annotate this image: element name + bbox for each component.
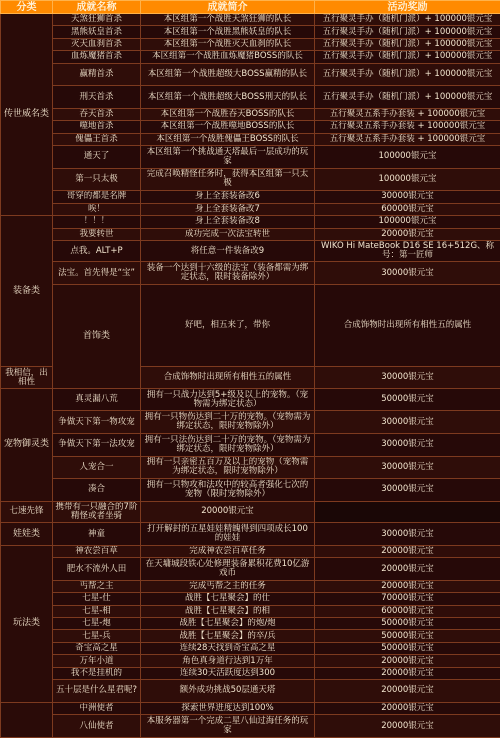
achievement-name-cell: 刑天首杀 [53, 86, 141, 109]
achievement-name-cell: 法宝。首先得是“宝” [53, 262, 141, 285]
table-row [1, 667, 500, 679]
achievement-name-cell: 点我。ALT+P [53, 240, 141, 261]
achievement-name-cell: ！！！ [53, 216, 141, 228]
achievement-name-cell: 唉！ [53, 203, 141, 215]
table-row [1, 545, 500, 557]
achievement-name-cell: 肥水不流外人田 [53, 558, 141, 581]
achievement-name-cell: 第一只太极 [53, 168, 141, 191]
reward-cell: 100000银元宝 [315, 146, 500, 169]
table-row [1, 630, 500, 642]
category-cell: 玩法类 [1, 545, 53, 702]
achievement-description-cell: 装备一个达到十六级的法宝（装备都需为绑定状态，限时装备除外） [141, 262, 315, 285]
achievement-description-cell: 拥有一只物伤达到二十万的宠物。（宠物需为绑定状态，限时宠物除外） [141, 411, 315, 434]
achievement-name-cell: 哥穿的都是名牌 [53, 191, 141, 203]
achievement-name-cell: 七速先锋 [1, 501, 53, 522]
reward-cell: 20000银元宝 [315, 680, 500, 703]
reward-cell: 50000银元宝 [315, 618, 500, 630]
table-row [1, 702, 500, 714]
reward-cell: 20000银元宝 [315, 667, 500, 679]
achievement-name-cell: 通天了 [53, 146, 141, 169]
reward-cell: 20000银元宝 [315, 545, 500, 557]
table-row [1, 501, 500, 522]
achievement-name-cell: 黑熊妖皇首杀 [53, 26, 141, 38]
table-row [1, 388, 500, 411]
achievement-description-cell: 在天墉城段铁心处修理装备累积花费10亿游戏币 [141, 558, 315, 581]
achievement-description-cell: 拥有一只战力达到5+级及以上的宠物。（宠物需为绑定状态） [141, 388, 315, 411]
header-category: 分类 [1, 1, 53, 14]
achievement-description-cell: 额外成功挑战50层通天塔 [141, 680, 315, 703]
table-row [1, 715, 500, 738]
achievement-description-cell: 合成饰物时出现所有相性五的属性 [141, 367, 315, 388]
table-row [1, 108, 500, 120]
achievement-description-cell: 本服务器第一个完成二星八仙过海任务的玩家 [141, 715, 315, 738]
reward-cell: 五行聚灵五系手办套装 + 100000银元宝 [315, 121, 500, 133]
achievement-name-cell: 我不是挂机的 [53, 667, 141, 679]
table-row [1, 240, 500, 261]
table-row [1, 523, 500, 546]
achievement-name-cell: 天煞狂狮首杀 [53, 14, 141, 26]
table-row [1, 456, 500, 479]
table-row [1, 558, 500, 581]
reward-cell: 五行聚灵手办（随机门派）+ 100000银元宝 [315, 86, 500, 109]
table-row [1, 593, 500, 605]
reward-cell: 20000银元宝 [315, 228, 500, 240]
achievement-description-cell: 身上全套装备改8 [141, 216, 315, 228]
achievement-name-cell: 赢精首杀 [53, 63, 141, 86]
reward-cell: 五行聚灵五系手办套装 + 100000银元宝 [315, 108, 500, 120]
reward-cell: 20000银元宝 [141, 501, 315, 522]
category-cell: 首饰类 [53, 284, 141, 388]
table-row [1, 411, 500, 434]
achievement-description-cell: 完成丐帮之主的任务 [141, 580, 315, 592]
achievement-name-cell: 好吧，相五来了，带你 [141, 284, 315, 366]
achievement-name-cell: 八仙使者 [53, 715, 141, 738]
achievement-description-cell: 拥有一只亲密五百万及以上的宠物（宠物需为绑定状态，限时宠物除外） [141, 456, 315, 479]
achievement-description-cell: 连续30天活跃度达到300 [141, 667, 315, 679]
achievement-description-cell: 角色真身道行达到1万年 [141, 655, 315, 667]
header-event-reward: 活动奖励 [315, 1, 500, 14]
achievement-description-cell: 本区组第一个战胜超级大BOSS赢精的队长 [141, 63, 315, 86]
reward-cell: 30000银元宝 [315, 262, 500, 285]
reward-cell: 五行聚灵手办（随机门派）+ 100000银元宝 [315, 63, 500, 86]
reward-cell: 50000银元宝 [315, 388, 500, 411]
achievement-name-cell: 吞天首杀 [53, 108, 141, 120]
achievement-description-cell: 连续28天找到奇宝高之星 [141, 642, 315, 654]
achievement-description-cell: 合成饰物时出现所有相性五的属性 [315, 284, 500, 366]
reward-cell: 60000银元宝 [315, 605, 500, 617]
category-cell: 宠物御灵类 [1, 388, 53, 501]
table-row [1, 38, 500, 50]
achievement-description-cell: 本区组第一个战胜血炼魔猪BOSS的队长 [141, 51, 315, 63]
table-row [1, 284, 500, 366]
table-row [1, 51, 500, 63]
table-row [1, 26, 500, 38]
header-achievement-description: 成就简介 [141, 1, 315, 14]
table-row [1, 121, 500, 133]
achievement-description-cell: 本区组第一个挑战通天塔最后一层成功的玩家 [141, 146, 315, 169]
category-cell [1, 702, 53, 737]
achievement-name-cell: 人宠合一 [53, 456, 141, 479]
achievement-description-cell: 战胜【七星聚会】的仕 [141, 593, 315, 605]
reward-cell: 20000银元宝 [315, 702, 500, 714]
table-row [1, 618, 500, 630]
table-row [1, 86, 500, 109]
reward-cell: 五行聚灵手办（随机门派）+ 100000银元宝 [315, 38, 500, 50]
achievement-name-cell: 争做天下第一物攻宠 [53, 411, 141, 434]
table-row [1, 146, 500, 169]
header-achievement-name: 成就名称 [53, 1, 141, 14]
table-row [1, 133, 500, 145]
reward-cell: 五行聚灵五系手办套装 + 100000银元宝 [315, 133, 500, 145]
achievement-description-cell: 探索世界进度达到100% [141, 702, 315, 714]
achievement-description-cell: 拥有一只法伤达到二十万的宠物。（宠物需为绑定状态，限时宠物除外） [141, 434, 315, 457]
table-header-row [1, 1, 500, 14]
achievement-name-cell: 七星-炮 [53, 618, 141, 630]
reward-cell: 30000银元宝 [315, 479, 500, 502]
reward-cell: 20000银元宝 [315, 655, 500, 667]
reward-cell: 50000银元宝 [315, 630, 500, 642]
achievement-description-cell: 打开解封的五星娃娃精魄得到四项成长100的娃娃 [141, 523, 315, 546]
reward-cell: WIKO Hi MateBook D16 SE 16+512G、称号：第一匠师 [315, 240, 500, 261]
achievement-description-cell: 成功完成一次法宝转世 [141, 228, 315, 240]
table-row [1, 605, 500, 617]
reward-cell: 五行聚灵手办（随机门派）+ 100000银元宝 [315, 14, 500, 26]
reward-cell: 100000银元宝 [315, 168, 500, 191]
reward-cell: 20000银元宝 [315, 580, 500, 592]
reward-cell: 30000银元宝 [315, 191, 500, 203]
achievement-name-cell: 凑合 [53, 479, 141, 502]
achievement-name-cell: 神童 [53, 523, 141, 546]
achievement-description-cell: 携带有一只融合的7阶精怪或者坐骑 [53, 501, 141, 522]
achievement-description-cell: 本区组第一个战胜噬地BOSS的队长 [141, 121, 315, 133]
achievement-description-cell: 拥有一只物攻和法攻中的较高者强化七次的宠物（限时宠物除外） [141, 479, 315, 502]
reward-cell: 30000银元宝 [315, 456, 500, 479]
achievement-name-cell: 七星-仕 [53, 593, 141, 605]
achievement-description-cell: 本区组第一个战胜傀儡王BOSS的队长 [141, 133, 315, 145]
achievement-description-cell: 身上全套装备改7 [141, 203, 315, 215]
achievement-name-cell: 五十层是什么星君呢? [53, 680, 141, 703]
table-row [1, 262, 500, 285]
achievement-name-cell: 我要转世 [53, 228, 141, 240]
achievement-description-cell: 完成召唤精怪任务时，获得本区组第一只太极 [141, 168, 315, 191]
reward-cell: 30000银元宝 [315, 523, 500, 546]
achievement-description-cell: 本区组第一个战胜吞天BOSS的队长 [141, 108, 315, 120]
reward-cell: 30000银元宝 [315, 367, 500, 388]
reward-cell: 20000银元宝 [315, 715, 500, 738]
category-cell: 装备类 [1, 216, 53, 367]
achievement-description-cell: 战胜【七星聚会】的炮/炮 [141, 618, 315, 630]
reward-cell: 五行聚灵手办（随机门派）+ 100000银元宝 [315, 26, 500, 38]
table-row [1, 580, 500, 592]
table-row [1, 14, 500, 26]
table-row [1, 228, 500, 240]
table-row [1, 479, 500, 502]
achievement-name-cell: 争做天下第一法攻宠 [53, 434, 141, 457]
achievement-description-cell: 完成神农尝百草任务 [141, 545, 315, 557]
achievement-description-cell: 本区组第一个战胜灭天血刹的队长 [141, 38, 315, 50]
achievement-name-cell: 七星-兵 [53, 630, 141, 642]
reward-cell: 100000银元宝 [315, 216, 500, 228]
table-row [1, 434, 500, 457]
achievement-name-cell: 我相信，出相性 [1, 367, 53, 388]
table-row [1, 168, 500, 191]
reward-cell: 50000银元宝 [315, 642, 500, 654]
achievement-description-cell: 战胜【七星聚会】的相 [141, 605, 315, 617]
achievement-description-cell: 战胜【七星聚会】的卒/兵 [141, 630, 315, 642]
category-cell: 传世威名类 [1, 14, 53, 216]
achievement-name-cell: 傀儡王首杀 [53, 133, 141, 145]
achievement-description-cell: 身上全套装备改6 [141, 191, 315, 203]
achievement-description-cell: 本区组第一个战胜超级大BOSS刑天的队长 [141, 86, 315, 109]
reward-cell: 五行聚灵手办（随机门派）+ 100000银元宝 [315, 51, 500, 63]
achievement-name-cell: 噬地首杀 [53, 121, 141, 133]
table-body [1, 14, 500, 738]
achievement-name-cell: 血炼魔猪首杀 [53, 51, 141, 63]
table-row [1, 642, 500, 654]
achievement-name-cell: 丐帮之主 [53, 580, 141, 592]
achievement-name-cell: 万年小道 [53, 655, 141, 667]
achievement-name-cell: 神农尝百草 [53, 545, 141, 557]
achievement-description-cell: 本区组第一个战胜黑熊妖皇的队长 [141, 26, 315, 38]
reward-cell: 20000银元宝 [315, 558, 500, 581]
table-row [1, 63, 500, 86]
category-cell: 娃娃类 [1, 523, 53, 546]
reward-cell: 30000银元宝 [315, 411, 500, 434]
reward-cell: 30000银元宝 [315, 434, 500, 457]
achievement-description-cell: 将任意一件装备改9 [141, 240, 315, 261]
achievement-name-cell: 真灵漏八荒 [53, 388, 141, 411]
table-row [1, 191, 500, 203]
achievement-name-cell: 奇宝高之星 [53, 642, 141, 654]
table-row [1, 655, 500, 667]
table-row [1, 680, 500, 703]
table-row [1, 203, 500, 215]
reward-cell: 70000银元宝 [315, 593, 500, 605]
table-row [1, 216, 500, 228]
reward-cell: 60000银元宝 [315, 203, 500, 215]
achievement-name-cell: 灭天血刹首杀 [53, 38, 141, 50]
achievement-description-cell: 本区组第一个战胜天煞狂狮的队长 [141, 14, 315, 26]
achievement-name-cell: 中洲使者 [53, 702, 141, 714]
achievement-name-cell: 七星-相 [53, 605, 141, 617]
